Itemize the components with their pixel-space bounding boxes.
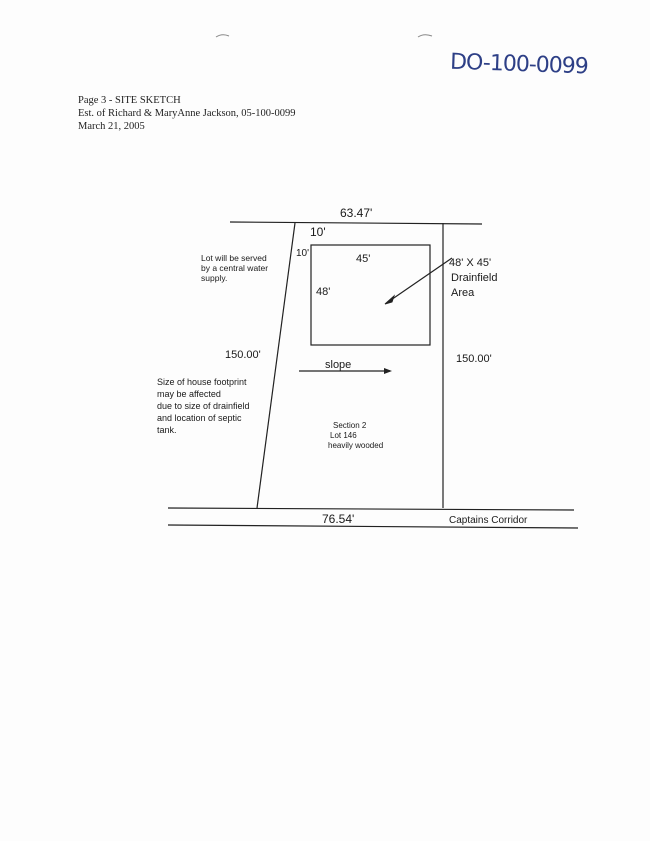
water-note-line-2: by a central water bbox=[201, 263, 269, 273]
handwritten-file-number: DO-100-0099 bbox=[449, 49, 589, 80]
top-setback-label: 10' bbox=[310, 225, 326, 239]
house-note-line-1: Size of house footprint bbox=[157, 377, 247, 387]
road-edge-line bbox=[168, 508, 574, 510]
right-depth-label: 150.00' bbox=[456, 353, 492, 365]
house-note-line-4: and location of septic bbox=[157, 413, 242, 423]
lot-condition-label: heavily wooded bbox=[328, 441, 384, 450]
header-date: March 21, 2005 bbox=[78, 121, 145, 132]
drainfield-word-label: Drainfield bbox=[451, 272, 498, 284]
slope-arrow-head bbox=[384, 368, 392, 374]
water-note-line-3: supply. bbox=[201, 273, 228, 283]
house-note-line-2: may be affected bbox=[157, 389, 221, 399]
slope-label: slope bbox=[325, 359, 352, 371]
side-setback-label: 10' bbox=[296, 248, 310, 259]
house-note-line-5: tank. bbox=[157, 425, 177, 435]
water-note-line-1: Lot will be served bbox=[201, 253, 267, 263]
header-estate-name: Est. of Richard & MaryAnne Jackson, 05-100-0099 bbox=[78, 108, 296, 119]
drainfield-area-label: Area bbox=[451, 287, 475, 299]
drainfield-width-label: 45' bbox=[356, 253, 371, 265]
road-name-label: Captains Corridor bbox=[449, 515, 528, 526]
lot-number-label: Lot 146 bbox=[330, 431, 357, 440]
top-frontage-label: 63.47' bbox=[340, 206, 373, 220]
drainfield-depth-label: 48' bbox=[316, 286, 331, 298]
header-page-title: Page 3 - SITE SKETCH bbox=[78, 95, 181, 106]
scan-mark bbox=[418, 35, 432, 37]
drainfield-arrow-head bbox=[385, 296, 394, 304]
house-note-line-3: due to size of drainfield bbox=[157, 401, 250, 411]
drainfield-size-label: 48' X 45' bbox=[449, 257, 492, 269]
scan-mark bbox=[216, 35, 229, 37]
left-depth-label: 150.00' bbox=[225, 349, 261, 361]
bottom-frontage-label: 76.54' bbox=[322, 512, 355, 526]
top-property-line bbox=[230, 222, 482, 224]
lot-section-label: Section 2 bbox=[333, 421, 367, 430]
